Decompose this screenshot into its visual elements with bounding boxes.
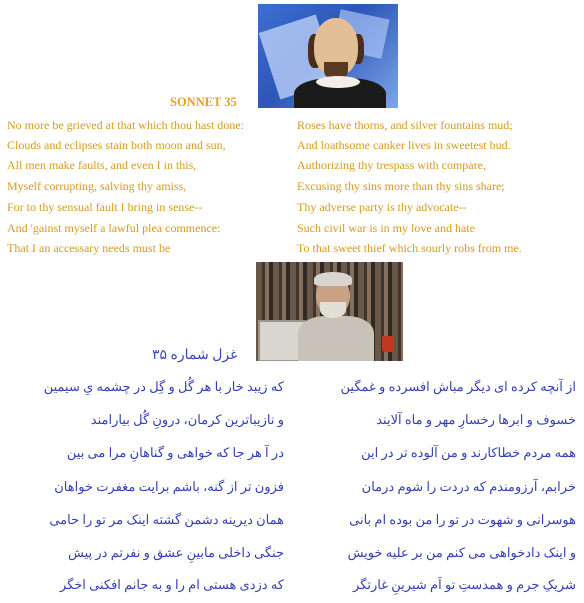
ghazal-line: هوسرانی و شهوت در تو را من بوده ام بانی xyxy=(349,512,576,527)
ghazal-line: همان دیرینه دشمن گشته اینک مر تو را حامی xyxy=(49,512,284,527)
sonnet-line: All men make faults, and even I in this, xyxy=(7,158,197,172)
ghazal-line: در آ هر جا که خواهی و گناهانِ مرا می بین xyxy=(66,445,284,460)
sonnet-title: SONNET 35 xyxy=(170,95,237,109)
sonnet-line: Excusing thy sins more than thy sins share; xyxy=(297,179,505,193)
sonnet-line: Authorizing thy trespass with compare, xyxy=(297,158,486,172)
ghazal-line: خسوف و ابرها رخسارِ مهر و ماه آلایند xyxy=(376,412,576,427)
sonnet-line: And loathsome canker lives in sweetest bud. xyxy=(297,138,511,152)
ghazal-line: که دزدی هستی ام را و به جانم افکنی اخگر xyxy=(59,577,284,592)
ghazal-line: خرابم، آرزومندم که دردت را شوم درمان xyxy=(361,479,576,494)
shakespeare-portrait-image xyxy=(258,4,398,108)
sonnet-line: No more be grieved at that which thou hast done: xyxy=(7,118,244,132)
sonnet-line: Such civil war is in my love and hate xyxy=(297,221,475,235)
sonnet-line: Clouds and eclipses stain both moon and sun, xyxy=(7,138,226,152)
ghazal-line: که زیبد خار با هر گُل و گِل در چشمه یِ سیمین xyxy=(43,379,284,394)
ghazal-line: فزون تر از گنه، باشم برایت مغفرت خواهان xyxy=(54,479,284,494)
ghazal-line: جنگی داخلی مابینِ عشق و نفرتم در پیش xyxy=(68,545,284,560)
sonnet-line: And 'gainst myself a lawful plea commence: xyxy=(7,221,221,235)
sonnet-line: Roses have thorns, and silver fountains mud; xyxy=(297,118,513,132)
sonnet-line: Thy adverse party is thy advocate-- xyxy=(297,200,467,214)
ghazal-line: و اینک دادخواهی می کنم من بر علیه خویش xyxy=(347,545,576,560)
ghazal-line: و نازیباترین کرمان، درونِ گُل بیارامند xyxy=(90,412,284,427)
sonnet-line: For to thy sensual fault I bring in sense-- xyxy=(7,200,203,214)
ghazal-title: غزل شماره ۳۵ xyxy=(152,348,238,363)
sonnet-line: That I an accessary needs must be xyxy=(7,241,171,255)
translator-photo-image xyxy=(256,262,403,361)
sonnet-line: Myself corrupting, salving thy amiss, xyxy=(7,179,187,193)
ghazal-line: شریکِ جرم و همدستِ تو اَم شیرینِ غارتگر xyxy=(353,577,576,592)
ghazal-line: همه مردم خطاکارند و من آلوده تر در این xyxy=(361,445,576,460)
sonnet-line: To that sweet thief which sourly robs from me. xyxy=(297,241,522,255)
ghazal-line: از آنچه کرده ای دیگر مباش افسرده و غمگین xyxy=(340,379,576,394)
